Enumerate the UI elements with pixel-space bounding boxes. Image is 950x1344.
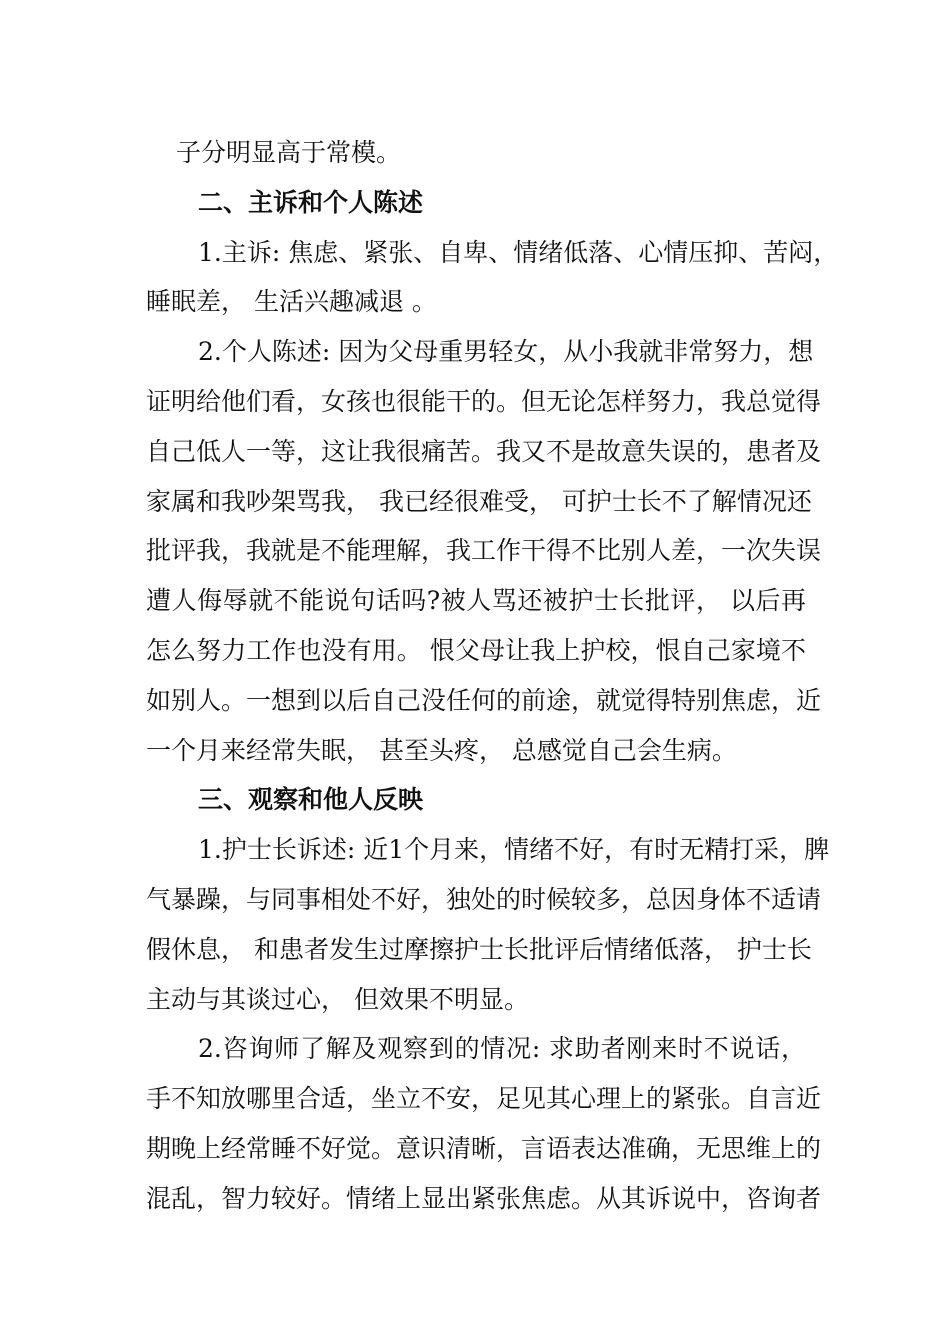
paragraph-line: 一个月来经常失眠， 甚至头疼， 总感觉自己会生病。 [146,735,737,765]
paragraph-line: 主动与其谈过心， 但效果不明显。 [146,984,529,1014]
paragraph-line: 批评我，我就是不能理解，我工作干得不比别人差，一次失误 [146,536,822,566]
paragraph-line: 睡眠差， 生活兴趣减退 。 [146,287,437,317]
section-heading: 二、主诉和个人陈述 [198,187,424,217]
paragraph-line: 家属和我吵架骂我， 我已经很难受， 可护士长不了解情况还 [146,486,812,516]
section-heading: 三、观察和他人反映 [198,785,424,815]
paragraph-line: 期晚上经常睡不好觉。意识清晰，言语表达准确，无思维上的 [146,1133,822,1163]
paragraph-line: 1.主诉: 焦虑、紧张、自卑、情绪低落、心情压抑、苦闷， [198,237,839,267]
paragraph-line: 1.护士长诉述: 近1个月来，情绪不好，有时无精打采，脾 [198,835,830,865]
paragraph-line: 2.个人陈述: 因为父母重男轻女，从小我就非常努力，想 [198,337,814,367]
paragraph-line: 遭人侮辱就不能说句话吗?被人骂还被护士长批评， 以后再 [146,586,806,616]
paragraph-line: 2.咨询师了解及观察到的情况: 求助者刚来时不说话， [198,1034,806,1064]
paragraph-line: 混乱，智力较好。情绪上显出紧张焦虑。从其诉说中，咨询者 [146,1183,822,1213]
paragraph-line: 假休息， 和患者发生过摩擦护士长批评后情绪低落， 护士长 [146,934,812,964]
paragraph-line: 气暴躁，与同事相处不好，独处的时候较多，总因身体不适请 [146,884,822,914]
paragraph-line: 自己低人一等，这让我很痛苦。我又不是故意失误的，患者及 [146,436,822,466]
paragraph-line: 手不知放哪里合适，坐立不安，足见其心理上的紧张。自言近 [146,1084,822,1114]
paragraph-line: 怎么努力工作也没有用。 恨父母让我上护校，恨自己家境不 [146,635,806,665]
paragraph-line: 证明给他们看，女孩也很能干的。但无论怎样努力，我总觉得 [146,386,822,416]
document-page [146,128,839,1224]
paragraph-line: 子分明显高于常模。 [176,138,402,167]
paragraph-line: 如别人。一想到以后自己没任何的前途，就觉得特别焦虑，近 [146,685,822,715]
